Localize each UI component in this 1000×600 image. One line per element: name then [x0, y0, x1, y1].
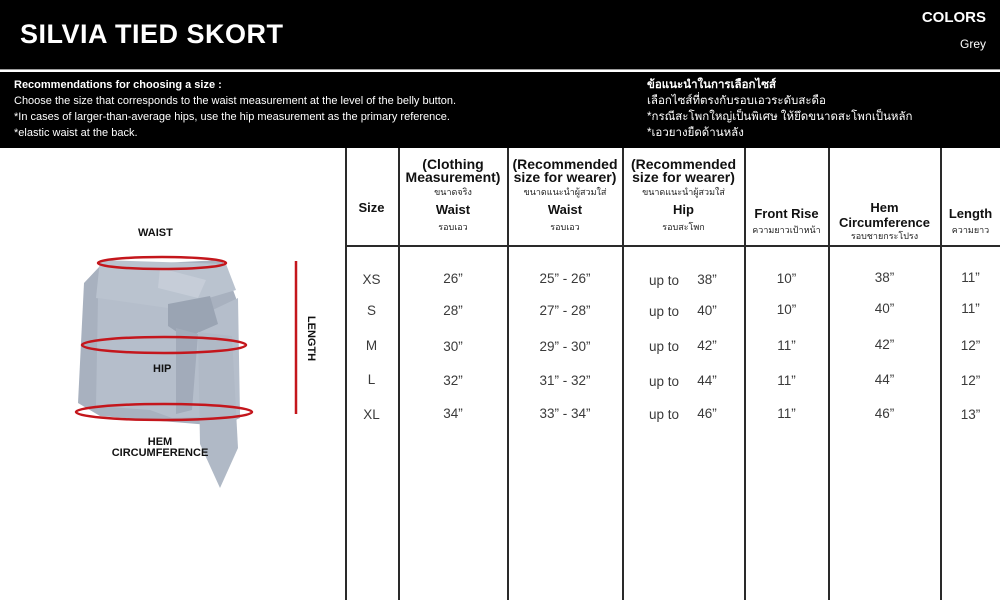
header-hem-circumference: Hem Circumference รอบชายกระโปรง [838, 200, 931, 241]
skort-measurement-diagram [0, 148, 345, 600]
hem-cell: 44” [874, 372, 895, 387]
hip-prefix-cell: up to [648, 374, 680, 389]
recommendation-line: *เอวยางยืดด้านหลัง [647, 127, 744, 139]
waist-cell: 34” [443, 406, 463, 421]
waist-cell: 30” [443, 339, 463, 354]
header-recommended-waist: (Recommended size for wearer) ขนาดแนะนำผู้สวมใส่ Waist รอบเอว [512, 156, 618, 232]
header-length: Length ความยาว [948, 206, 993, 235]
recommendations-heading-en: Recommendations for choosing a size : [14, 79, 222, 91]
waist-cell: 26” [443, 271, 463, 286]
front-rise-cell: 11” [777, 406, 796, 421]
waist-cell: 28” [443, 303, 463, 318]
length-cell: 11” [961, 301, 980, 316]
hem-label [108, 437, 212, 459]
recommended-waist-cell: 29” - 30” [539, 339, 591, 354]
length-cell: 13” [960, 407, 981, 422]
skort-tie-long-tail [198, 332, 238, 488]
table-header-divider [345, 245, 1000, 247]
recommended-waist-cell: 27” - 28” [539, 303, 591, 318]
size-cell: XL [363, 407, 380, 422]
hip-prefix-cell: up to [648, 339, 680, 354]
hem-label-line-1: HEM [147, 436, 173, 448]
length-cell: 11” [961, 270, 980, 285]
product-title: SILVIA TIED SKORT [20, 19, 284, 49]
size-cell: L [367, 372, 376, 387]
recommendation-line: เลือกไซส์ที่ตรงกับรอบเอวระดับสะดือ [647, 95, 826, 107]
header-size: Size [358, 200, 385, 215]
recommendation-line: *กรณีสะโพกใหญ่เป็นพิเศษ ให้ยึดขนาดสะโพกเป็นหลัก [647, 111, 913, 123]
hip-cell: 38” [697, 272, 717, 287]
skort-illustration [0, 148, 345, 600]
hip-cell: 42” [697, 338, 717, 353]
header-clothing-waist: (Clothing Measurement) ขนาดจริง Waist รอบเอว [405, 156, 501, 232]
recommendation-line: Choose the size that corresponds to the waist measurement at the level of the belly button. [14, 95, 457, 107]
size-recommendations [0, 72, 1000, 148]
recommended-waist-cell: 31” - 32” [539, 373, 591, 388]
hip-cell: 46” [697, 406, 717, 421]
waist-label: WAIST [138, 227, 173, 239]
front-rise-cell: 10” [776, 271, 797, 286]
front-rise-cell: 11” [777, 338, 796, 353]
size-chart-table [345, 148, 1000, 600]
waist-cell: 32” [443, 373, 463, 388]
hip-prefix-cell: up to [648, 304, 680, 319]
recommended-waist-cell: 25” - 26” [539, 271, 591, 286]
hem-cell: 42” [874, 337, 895, 352]
hem-label-line-2: CIRCUMFERENCE [111, 447, 209, 459]
front-rise-cell: 10” [776, 302, 797, 317]
header-recommended-hip: (Recommended size for wearer) ขนาดแนะนำผู้สวมใส่ Hip รอบสะโพก [630, 156, 737, 232]
recommendation-line: *In cases of larger-than-average hips, use the hip measurement as the primary reference. [14, 111, 450, 123]
hem-cell: 46” [874, 406, 895, 421]
hem-cell: 40” [874, 301, 895, 316]
header-bar [0, 0, 1000, 70]
hip-prefix-cell: up to [648, 407, 680, 422]
header-divider [0, 69, 1000, 70]
recommended-waist-cell: 33” - 34” [539, 406, 591, 421]
size-cell: M [365, 338, 378, 353]
recommendation-line: *elastic waist at the back. [14, 127, 138, 139]
length-label: LENGTH [305, 315, 318, 362]
length-cell: 12” [960, 338, 981, 353]
recommendations-thai [647, 77, 913, 141]
size-cell: XS [362, 272, 381, 287]
length-cell: 12” [960, 373, 981, 388]
hip-label: HIP [153, 363, 172, 375]
colors-label: COLORS [921, 9, 986, 26]
hem-cell: 38” [874, 270, 895, 285]
hip-cell: 40” [697, 303, 717, 318]
recommendations-english [14, 77, 456, 141]
recommendations-heading-th: ข้อแนะนำในการเลือกไซส์ [647, 79, 777, 91]
hip-cell: 44” [697, 373, 717, 388]
header-front-rise: Front Rise ความยาวเป้าหน้า [752, 206, 821, 235]
front-rise-cell: 11” [777, 373, 796, 388]
color-option-grey[interactable]: Grey [959, 37, 986, 51]
hip-prefix-cell: up to [648, 273, 680, 288]
size-cell: S [366, 303, 376, 318]
